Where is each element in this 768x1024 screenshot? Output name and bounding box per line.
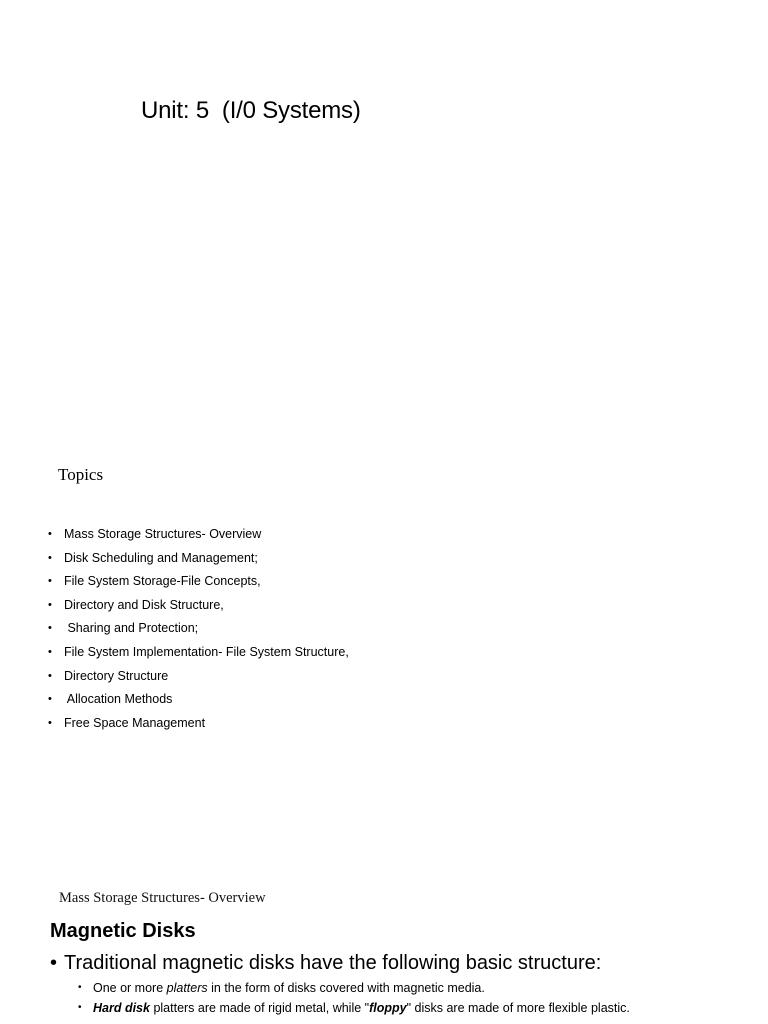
sub-bullet-list xyxy=(78,980,630,1020)
bullet-icon: • xyxy=(48,645,52,658)
sub-item-text xyxy=(93,980,485,1000)
bullet-icon: • xyxy=(48,528,52,540)
list-item xyxy=(48,714,349,738)
topic-text: Directory Structure xyxy=(64,668,169,683)
topic-text: File System Implementation- File System Structure, xyxy=(64,644,349,659)
text-run: One or more xyxy=(93,981,167,995)
topic-text: Disk Scheduling and Management; xyxy=(64,550,258,565)
main-bullet xyxy=(50,952,601,975)
bullet-icon: • xyxy=(78,982,82,993)
list-item xyxy=(48,619,349,643)
list-item xyxy=(78,1000,630,1020)
bullet-icon: • xyxy=(50,952,58,974)
list-item xyxy=(78,980,630,1000)
topic-text: Allocation Methods xyxy=(64,692,173,707)
bullet-icon: • xyxy=(48,669,52,682)
text-run: " disks are made of more flexible plastic. xyxy=(406,1001,630,1015)
list-item xyxy=(48,572,349,596)
topic-list xyxy=(48,525,349,737)
strong-emphasis-text: Hard disk xyxy=(93,1001,150,1015)
topic-text: Sharing and Protection; xyxy=(64,621,199,636)
topic-text: Mass Storage Structures- Overview xyxy=(64,527,262,541)
main-bullet-text: Traditional magnetic disks have the following basic structure: xyxy=(64,952,602,974)
bullet-icon: • xyxy=(48,575,52,588)
section-label: Mass Storage Structures- Overview xyxy=(59,890,266,906)
list-item xyxy=(48,525,349,549)
bullet-icon: • xyxy=(48,622,52,635)
bullet-icon: • xyxy=(78,1002,82,1013)
list-item xyxy=(48,690,349,714)
list-item xyxy=(48,667,349,691)
topic-text: File System Storage-File Concepts, xyxy=(64,574,261,589)
list-item xyxy=(48,549,349,573)
emphasis-text: platters xyxy=(166,981,208,995)
bullet-icon: • xyxy=(48,551,52,564)
bullet-icon: • xyxy=(48,598,52,611)
bullet-icon: • xyxy=(48,716,52,729)
unit-title: Unit: 5 (I/0 Systems) xyxy=(141,97,361,124)
bullet-icon: • xyxy=(48,693,52,706)
section-heading: Magnetic Disks xyxy=(50,920,196,942)
topics-heading: Topics xyxy=(58,465,104,484)
list-item xyxy=(48,643,349,667)
text-run: in the form of disks covered with magnetic media. xyxy=(207,981,485,995)
topic-text: Directory and Disk Structure, xyxy=(64,597,224,612)
sub-item-text xyxy=(93,1000,630,1020)
text-run: platters are made of rigid metal, while " xyxy=(149,1001,370,1015)
topic-text: Free Space Management xyxy=(64,715,206,730)
list-item xyxy=(48,596,349,620)
strong-emphasis-text: floppy xyxy=(369,1001,407,1015)
